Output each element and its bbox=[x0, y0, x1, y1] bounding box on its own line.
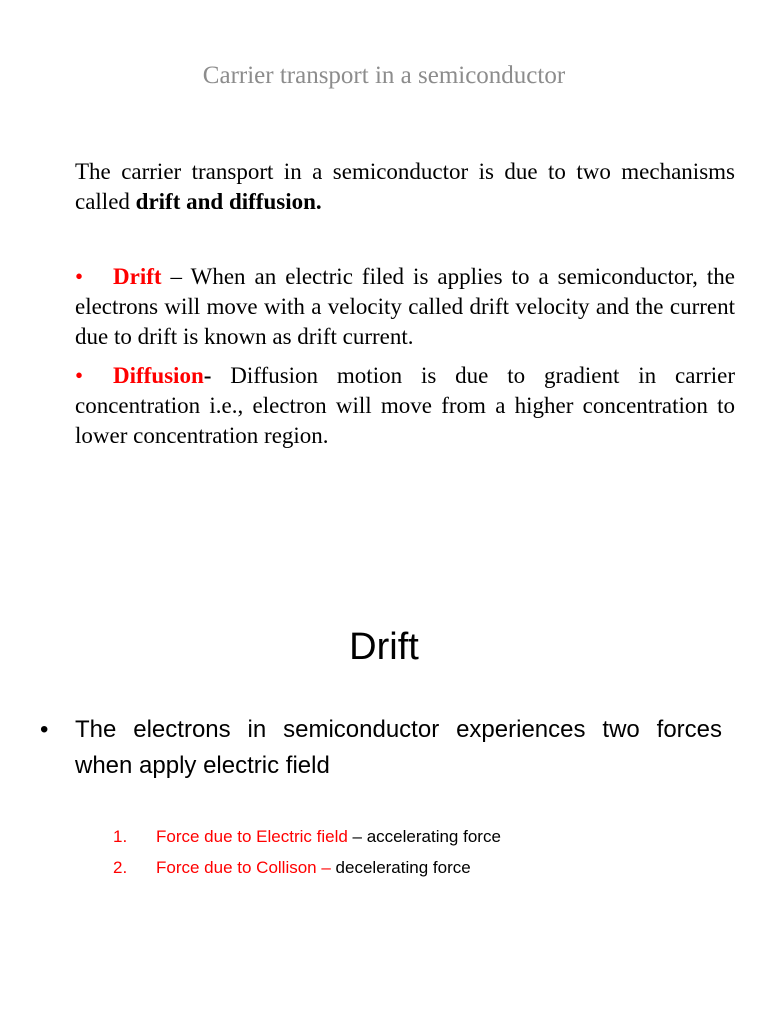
bullet-dot: • bbox=[75, 363, 84, 388]
drift-description: – When an electric filed is applies to a semiconductor, the electrons will move with a velocity called drift velocity and the current due to drift is known as drift current. bbox=[75, 264, 735, 349]
slide-1-title: Carrier transport in a semiconductor bbox=[202, 62, 566, 89]
intro-bold-text: drift and diffusion. bbox=[135, 189, 322, 214]
diffusion-separator: - bbox=[203, 363, 212, 388]
bullet-diffusion bbox=[75, 361, 735, 451]
list-item bbox=[113, 821, 501, 852]
slide-2-title: Drift bbox=[349, 626, 419, 668]
slide-2 bbox=[0, 512, 768, 1024]
list-item bbox=[113, 852, 501, 883]
list-label: Force due to Collison – bbox=[156, 858, 331, 877]
intro-paragraph bbox=[75, 157, 735, 217]
drift-term: Drift bbox=[113, 264, 162, 289]
bullet-dot: • bbox=[40, 716, 49, 743]
diffusion-description: Diffusion motion is due to gradient in carrier concentration i.e., electron will move from a higher concentration to lower concentration region. bbox=[75, 363, 735, 448]
diffusion-term: Diffusion bbox=[113, 363, 204, 388]
intro-text: The carrier transport in a semiconductor is due to two mechanisms called bbox=[75, 159, 735, 214]
list-label: Force due to Electric field bbox=[156, 827, 348, 846]
bullet-dot: • bbox=[75, 264, 84, 289]
bullet-drift bbox=[75, 262, 735, 352]
list-number: 1. bbox=[113, 827, 128, 846]
list-description: decelerating force bbox=[330, 858, 471, 877]
list-description: – accelerating force bbox=[347, 827, 501, 846]
forces-bullet-text: The electrons in semiconductor experiences two forces when apply electric field bbox=[75, 716, 722, 779]
forces-bullet bbox=[40, 712, 722, 784]
list-number: 2. bbox=[113, 858, 128, 877]
forces-list bbox=[113, 821, 501, 883]
